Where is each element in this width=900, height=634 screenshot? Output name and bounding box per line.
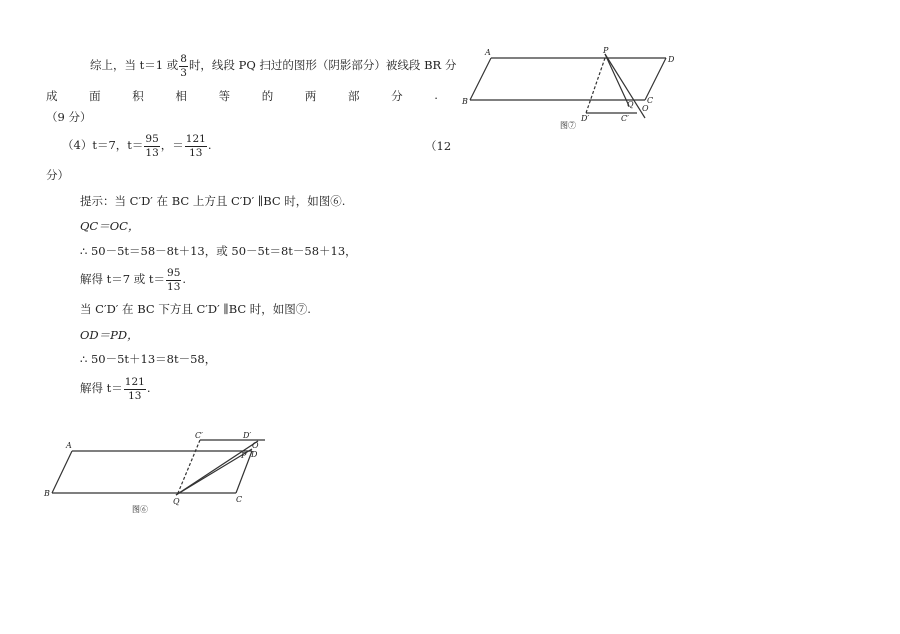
hint-line-3: ∴ 50－5t＝58－8t＋13，或 50－5t＝8t－58＋13， <box>80 244 357 258</box>
fig6-label-D: D <box>251 450 258 459</box>
fig6-caption: 图⑥ <box>132 505 148 514</box>
summary-char: 等 <box>218 89 231 103</box>
summary-char: 相 <box>175 89 187 103</box>
fig6-dashed-line <box>178 440 200 493</box>
score-12-a: （12 <box>425 139 452 153</box>
fig6-line-AB <box>52 451 72 493</box>
hint-line-5: 当 C′D′ 在 BC 下方且 C′D′ ∥BC 时，如图⑦. <box>80 302 311 316</box>
fig7-dashed-line <box>586 58 605 113</box>
hint-line-8-pre: 解得 t＝ <box>80 381 123 395</box>
fig7-label-C2: C′ <box>621 114 629 123</box>
fig7-label-P: P <box>603 46 609 55</box>
fig7-label-D2: D′ <box>581 114 590 123</box>
summary-char: 部 <box>347 89 360 103</box>
figure-7 <box>455 40 685 132</box>
fig7-caption: 图⑦ <box>560 121 576 130</box>
figure-6 <box>40 428 272 516</box>
part4-end: . <box>207 138 212 152</box>
hint-line-1: 提示：当 C′D′ 在 BC 上方且 C′D′ ∥BC 时，如图⑥. <box>80 194 346 208</box>
fraction-8-3: $\frac{8}{3}$ <box>180 53 187 79</box>
fig6-label-C2: C′ <box>195 431 203 440</box>
fig6-label-C: C <box>236 495 243 504</box>
part4-pre: （4）t＝7，t＝ <box>62 138 144 152</box>
fig6-label-P: P <box>241 451 247 460</box>
part4-mid: ，＝ <box>160 138 184 152</box>
summary-post: 时，线段 PQ 扫过的图形（阴影部分）被线段 BR 分 <box>188 58 457 72</box>
summary-char: . <box>434 88 438 102</box>
fig6-label-O: O <box>252 441 259 450</box>
fig7-line-PO <box>605 54 629 106</box>
fig7-line-AB <box>470 58 491 100</box>
fraction-95-13: $\frac{95}{13}$ <box>167 267 181 293</box>
fig7-label-D: D <box>668 55 675 64</box>
summary-char: 分 <box>391 89 403 103</box>
hint-line-4-end: . <box>182 272 187 286</box>
summary-char: 两 <box>304 89 317 103</box>
hint-line-8-end: . <box>146 381 151 395</box>
fig7-label-B: B <box>462 97 468 106</box>
fraction-121-13: $\frac{121}{13}$ <box>124 376 145 402</box>
fraction-121-13: $\frac{121}{13}$ <box>185 133 206 159</box>
summary-char: 成 <box>46 89 58 103</box>
summary-pre: 综上，当 t＝1 或 <box>90 58 179 72</box>
hint-line-7: ∴ 50－5t＋13＝8t－58， <box>80 352 217 366</box>
fig6-label-Q: Q <box>173 497 180 506</box>
hint-line-4-pre: 解得 t＝7 或 t＝ <box>80 272 166 286</box>
fig6-label-B: B <box>44 489 50 498</box>
score-12-b: 分） <box>46 168 69 182</box>
hint-line-6: OD＝PD， <box>80 328 139 342</box>
hint-line-8 <box>80 377 150 401</box>
fig7-line-DC <box>645 58 666 100</box>
hint-line-2: QC＝OC， <box>80 219 140 233</box>
fig7-label-A: A <box>485 48 491 57</box>
part4-line <box>62 134 211 158</box>
hint-line-4 <box>80 268 186 292</box>
summary-line <box>90 54 456 78</box>
fraction-95-13: $\frac{95}{13}$ <box>145 133 159 159</box>
summary-char: 面 <box>89 89 101 103</box>
fig6-label-D2: D′ <box>243 431 252 440</box>
fig7-line-PQ <box>605 54 645 118</box>
score-9: （9 分） <box>46 110 92 124</box>
summary-char: 积 <box>132 89 144 103</box>
fig7-label-O: O <box>642 104 649 113</box>
summary-line-2 <box>46 88 438 104</box>
fig7-label-C: C <box>647 96 654 105</box>
summary-char: 的 <box>261 89 274 103</box>
fig7-label-Q: Q <box>627 100 634 109</box>
fig6-label-A: A <box>66 441 72 450</box>
